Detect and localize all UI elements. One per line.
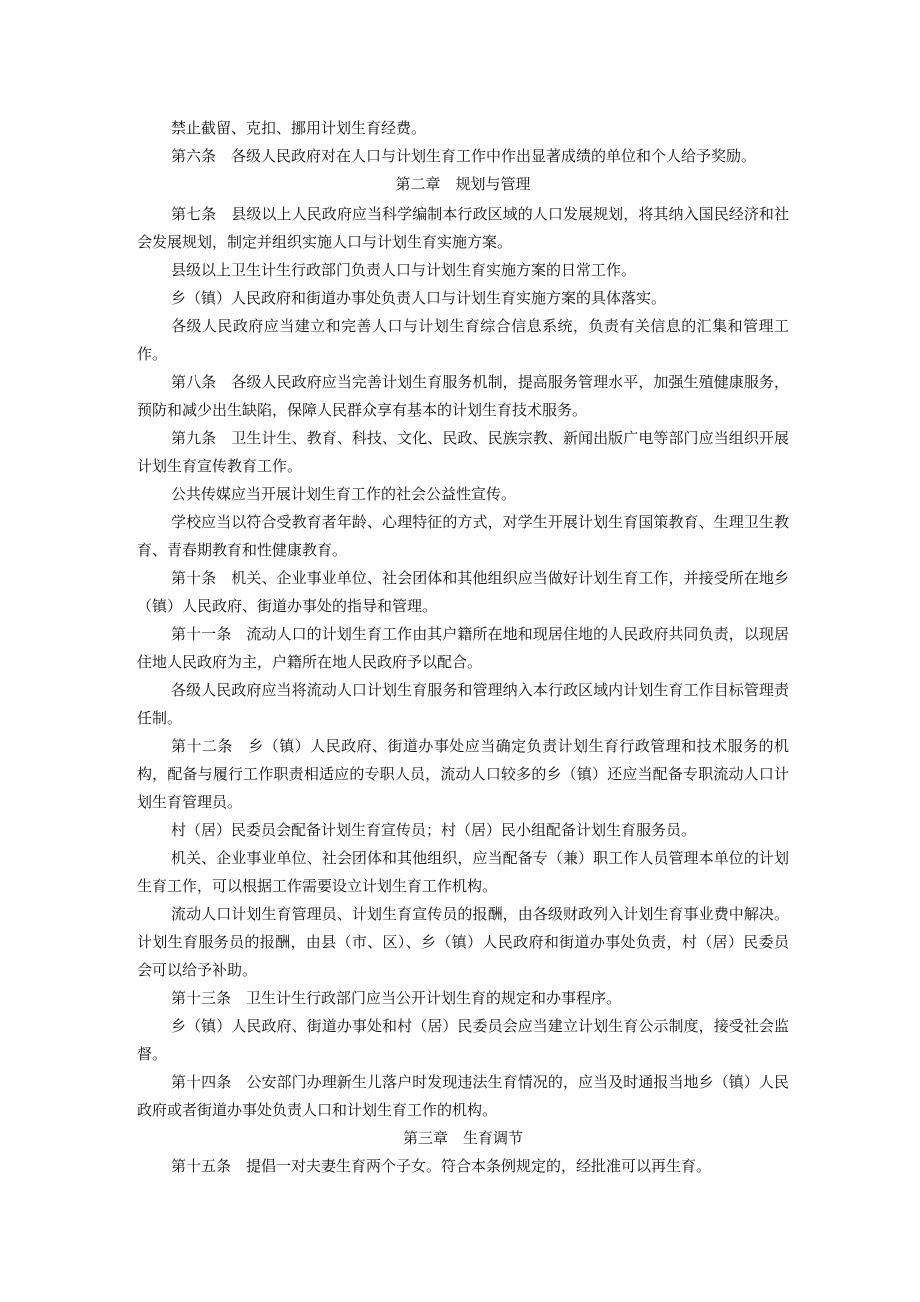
article-8: 第八条 各级人民政府应当完善计划生育服务机制，提高服务管理水平，加强生殖健康服务，预防和减少出生缺陷，保障人民群众享有基本的计划生育技术服务。	[137, 373, 789, 419]
article-9: 第九条 卫生计生、教育、科技、文化、民政、民族宗教、新闻出版广电等部门应当组织开展计划生育宣传教育工作。	[137, 429, 789, 475]
article-12: 第十二条 乡（镇）人民政府、街道办事处应当确定负责计划生育行政管理和技术服务的机构，配备与履行工作职责相适应的专职人员，流动人口较多的乡（镇）还应当配备专职流动人口计划生育管理员。	[137, 737, 789, 811]
paragraph: 各级人民政府应当将流动人口计划生育服务和管理纳入本行政区域内计划生育工作目标管理责任制。	[137, 681, 789, 727]
paragraph: 乡（镇）人民政府和街道办事处负责人口与计划生育实施方案的具体落实。	[171, 289, 667, 307]
article-10: 第十条 机关、企业事业单位、社会团体和其他组织应当做好计划生育工作，并接受所在地乡（镇）人民政府、街道办事处的指导和管理。	[137, 569, 789, 615]
article-11: 第十一条 流动人口的计划生育工作由其户籍所在地和现居住地的人民政府共同负责，以现居住地人民政府为主，户籍所在地人民政府予以配合。	[137, 625, 789, 671]
article-15: 第十五条 提倡一对夫妻生育两个子女。符合本条例规定的，经批准可以再生育。	[171, 1157, 712, 1175]
paragraph: 县级以上卫生计生行政部门负责人口与计划生育实施方案的日常工作。	[171, 261, 637, 279]
article-14: 第十四条 公安部门办理新生儿落户时发现违法生育情况的，应当及时通报当地乡（镇）人民政府或者街道办事处负责人口和计划生育工作的机构。	[137, 1073, 789, 1119]
paragraph: 流动人口计划生育管理员、计划生育宣传员的报酬，由各级财政列入计划生育事业费中解决。计划生育服务员的报酬，由县（市、区）、乡（镇）人民政府和街道办事处负责，村（居）民委员会可以给予补助。	[137, 905, 789, 979]
article-13: 第十三条 卫生计生行政部门应当公开计划生育的规定和办事程序。	[171, 989, 622, 1007]
paragraph: 机关、企业事业单位、社会团体和其他组织，应当配备专（兼）职工作人员管理本单位的计划生育工作，可以根据工作需要设立计划生育工作机构。	[137, 849, 789, 895]
article-7: 第七条 县级以上人民政府应当科学编制本行政区域的人口发展规划，将其纳入国民经济和社会发展规划，制定并组织实施人口与计划生育实施方案。	[137, 205, 789, 251]
paragraph: 公共传媒应当开展计划生育工作的社会公益性宣传。	[171, 485, 517, 503]
paragraph: 各级人民政府应当建立和完善人口与计划生育综合信息系统，负责有关信息的汇集和管理工作。	[137, 317, 789, 363]
chapter-3-heading: 第三章 生育调节	[402, 1129, 523, 1147]
article-6: 第六条 各级人民政府对在人口与计划生育工作中作出显著成绩的单位和个人给予奖励。	[171, 147, 757, 165]
paragraph: 禁止截留、克扣、挪用计划生育经费。	[171, 119, 427, 137]
paragraph: 村（居）民委员会配备计划生育宣传员；村（居）民小组配备计划生育服务员。	[171, 821, 697, 839]
paragraph: 乡（镇）人民政府、街道办事处和村（居）民委员会应当建立计划生育公示制度，接受社会监督。	[137, 1017, 789, 1063]
chapter-2-heading: 第二章 规划与管理	[395, 175, 531, 193]
paragraph: 学校应当以符合受教育者年龄、心理特征的方式，对学生开展计划生育国策教育、生理卫生教育、青春期教育和性健康教育。	[137, 513, 789, 559]
